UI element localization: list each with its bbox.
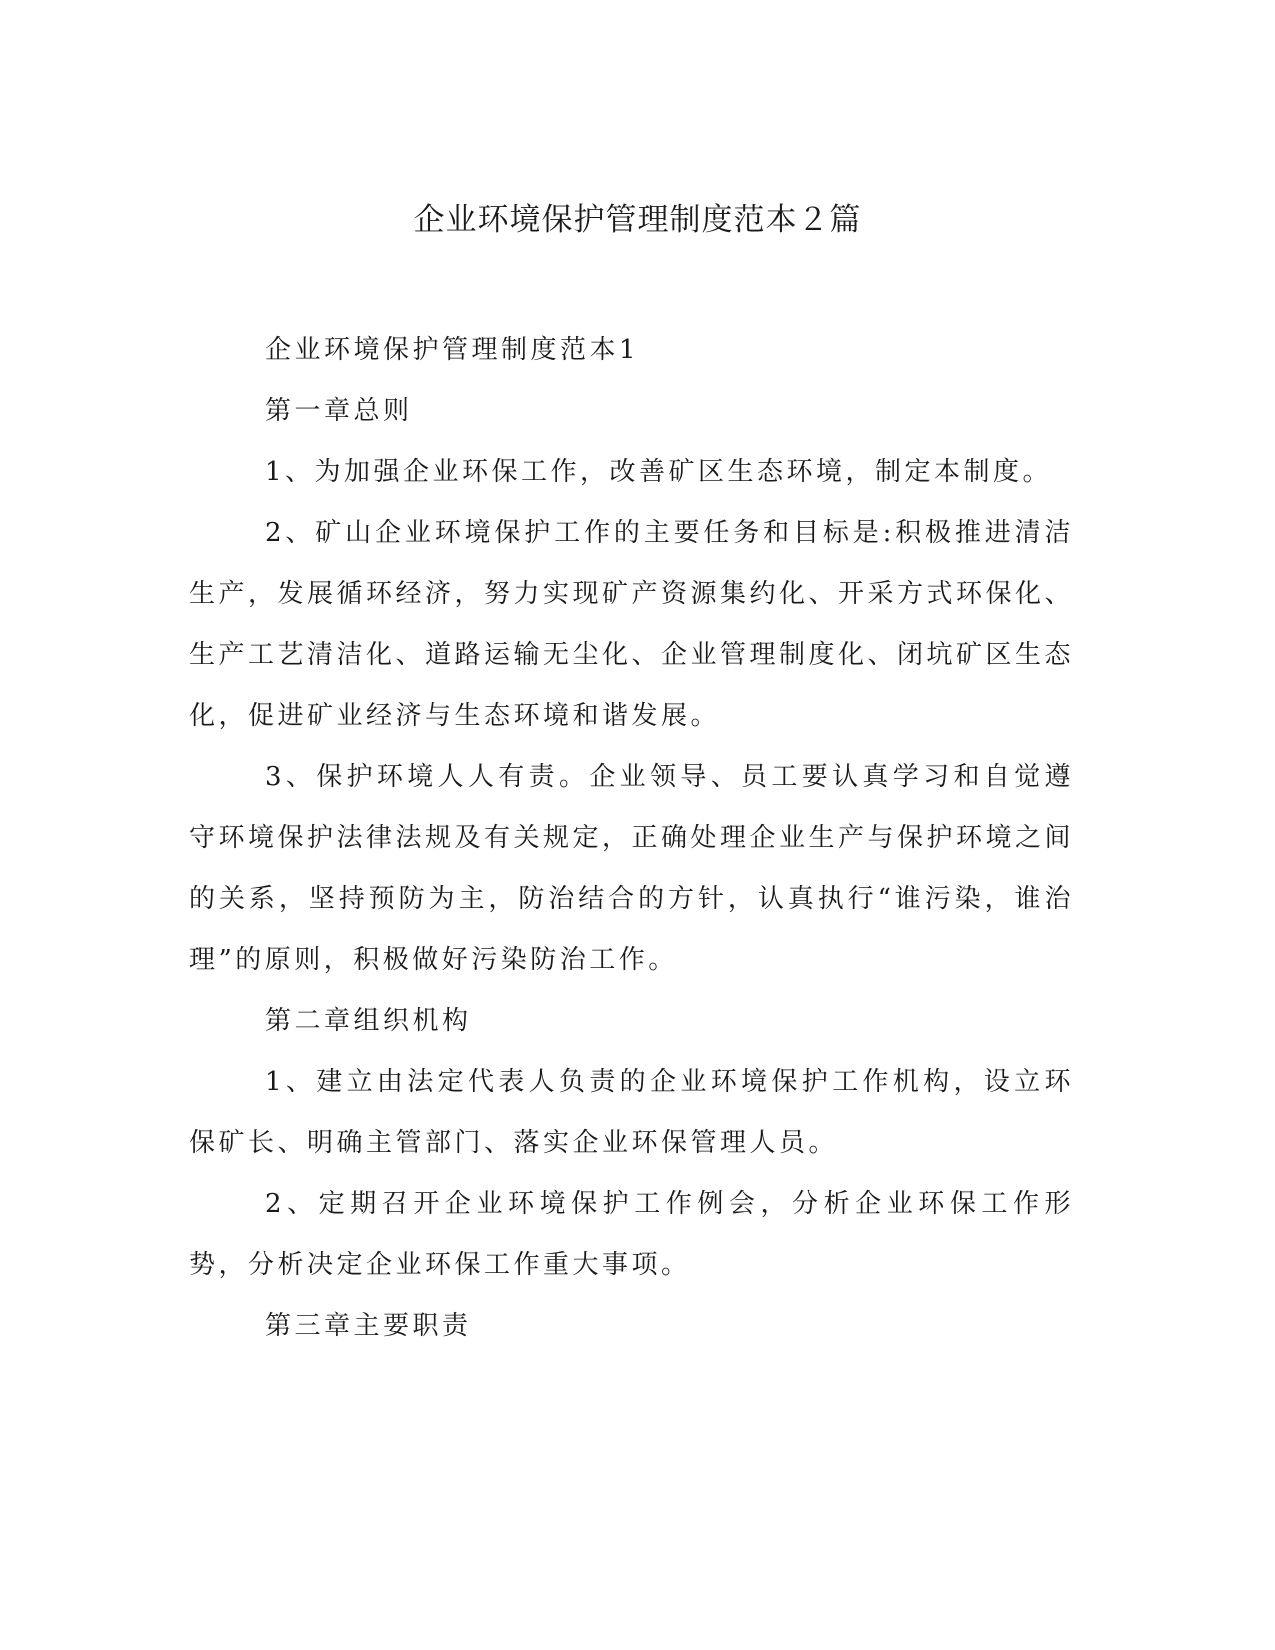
section-heading-template-1: 企业环境保护管理制度范本1 <box>265 335 640 365</box>
document-title: 企业环境保护管理制度范本２篇 <box>413 202 862 238</box>
paragraph-general-1: 1、为加强企业环保工作，改善矿区生态环境，制定本制度。 <box>265 457 1053 487</box>
chapter-heading-responsibilities: 第三章主要职责 <box>265 1311 472 1341</box>
chapter-heading-organization: 第二章组织机构 <box>265 1006 472 1036</box>
paragraph-general-2: 2、矿山企业环境保护工作的主要任务和目标是:积极推进清洁生产，发展循环经济，努力实现矿产资源集约化、开采方式环保化、生产工艺清洁化、道路运输无尘化、企业管理制度化、闭坑矿区生态化，促进矿业经济与生态环境和谐发展。 <box>189 518 1075 731</box>
paragraph-general-3: 3、保护环境人人有责。企业领导、员工要认真学习和自觉遵守环境保护法律法规及有关规定，正确处理企业生产与保护环境之间的关系，坚持预防为主，防治结合的方针，认真执行“谁污染，谁治理”的原则，积极做好污染防治工作。 <box>189 762 1075 975</box>
chapter-heading-general: 第一章总则 <box>265 396 413 426</box>
paragraph-organization-1: 1、建立由法定代表人负责的企业环境保护工作机构，设立环保矿长、明确主管部门、落实企业环保管理人员。 <box>189 1067 1074 1158</box>
document-body <box>189 320 1074 1357</box>
paragraph-organization-2: 2、定期召开企业环境保护工作例会，分析企业环保工作形势，分析决定企业环保工作重大事项。 <box>189 1189 1074 1280</box>
